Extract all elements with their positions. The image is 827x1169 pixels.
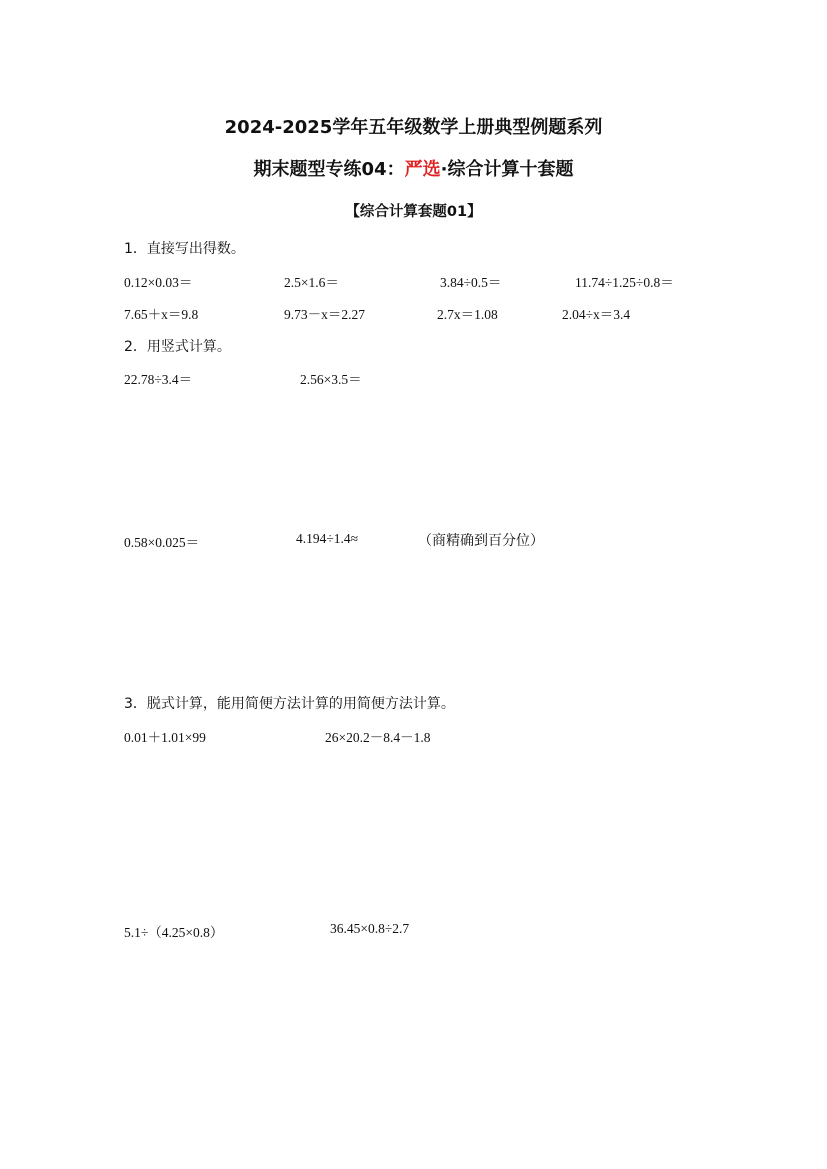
q2-expr: 4.194÷1.4≈: [296, 531, 359, 546]
q1-expr: 2.5×1.6＝: [284, 275, 339, 290]
subtitle-highlight: 严选: [404, 159, 441, 180]
question-1-heading: 1．直接写出得数。: [124, 241, 245, 257]
q2-expr: 2.56×3.5＝: [300, 372, 362, 387]
set-label: 【综合计算套题01】: [345, 204, 482, 220]
q1-equation: 2.7x＝1.08: [437, 307, 498, 322]
q3-expr: 0.01＋1.01×99: [124, 730, 206, 745]
q1-equation: 9.73－x＝2.27: [284, 307, 365, 322]
q1-equation: 2.04÷x＝3.4: [562, 307, 631, 322]
q1-expr: 3.84÷0.5＝: [440, 275, 502, 290]
subtitle-suffix: ·综合计算十套题: [440, 159, 574, 180]
document-subtitle: [0, 155, 827, 181]
q2-expr: 0.58×0.025＝: [124, 535, 200, 550]
question-3-heading: 3．脱式计算，能用简便方法计算的用简便方法计算。: [124, 696, 455, 712]
q3-expr: 5.1÷（4.25×0.8）: [124, 925, 224, 940]
q1-expr: 0.12×0.03＝: [124, 275, 193, 290]
q3-expr: 26×20.2－8.4－1.8: [325, 730, 431, 745]
q1-equation: 7.65＋x＝9.8: [124, 307, 199, 322]
q2-expr: 22.78÷3.4＝: [124, 372, 193, 387]
document-title: 2024-2025学年五年级数学上册典型例题系列: [224, 117, 603, 138]
q1-expr: 11.74÷1.25÷0.8＝: [575, 275, 674, 290]
q3-expr: 36.45×0.8÷2.7: [330, 921, 410, 936]
subtitle-prefix: 期末题型专练04：: [253, 159, 405, 180]
question-2-heading: 2．用竖式计算。: [124, 339, 231, 355]
q2-rounding-note: （商精确到百分位）: [418, 533, 544, 549]
